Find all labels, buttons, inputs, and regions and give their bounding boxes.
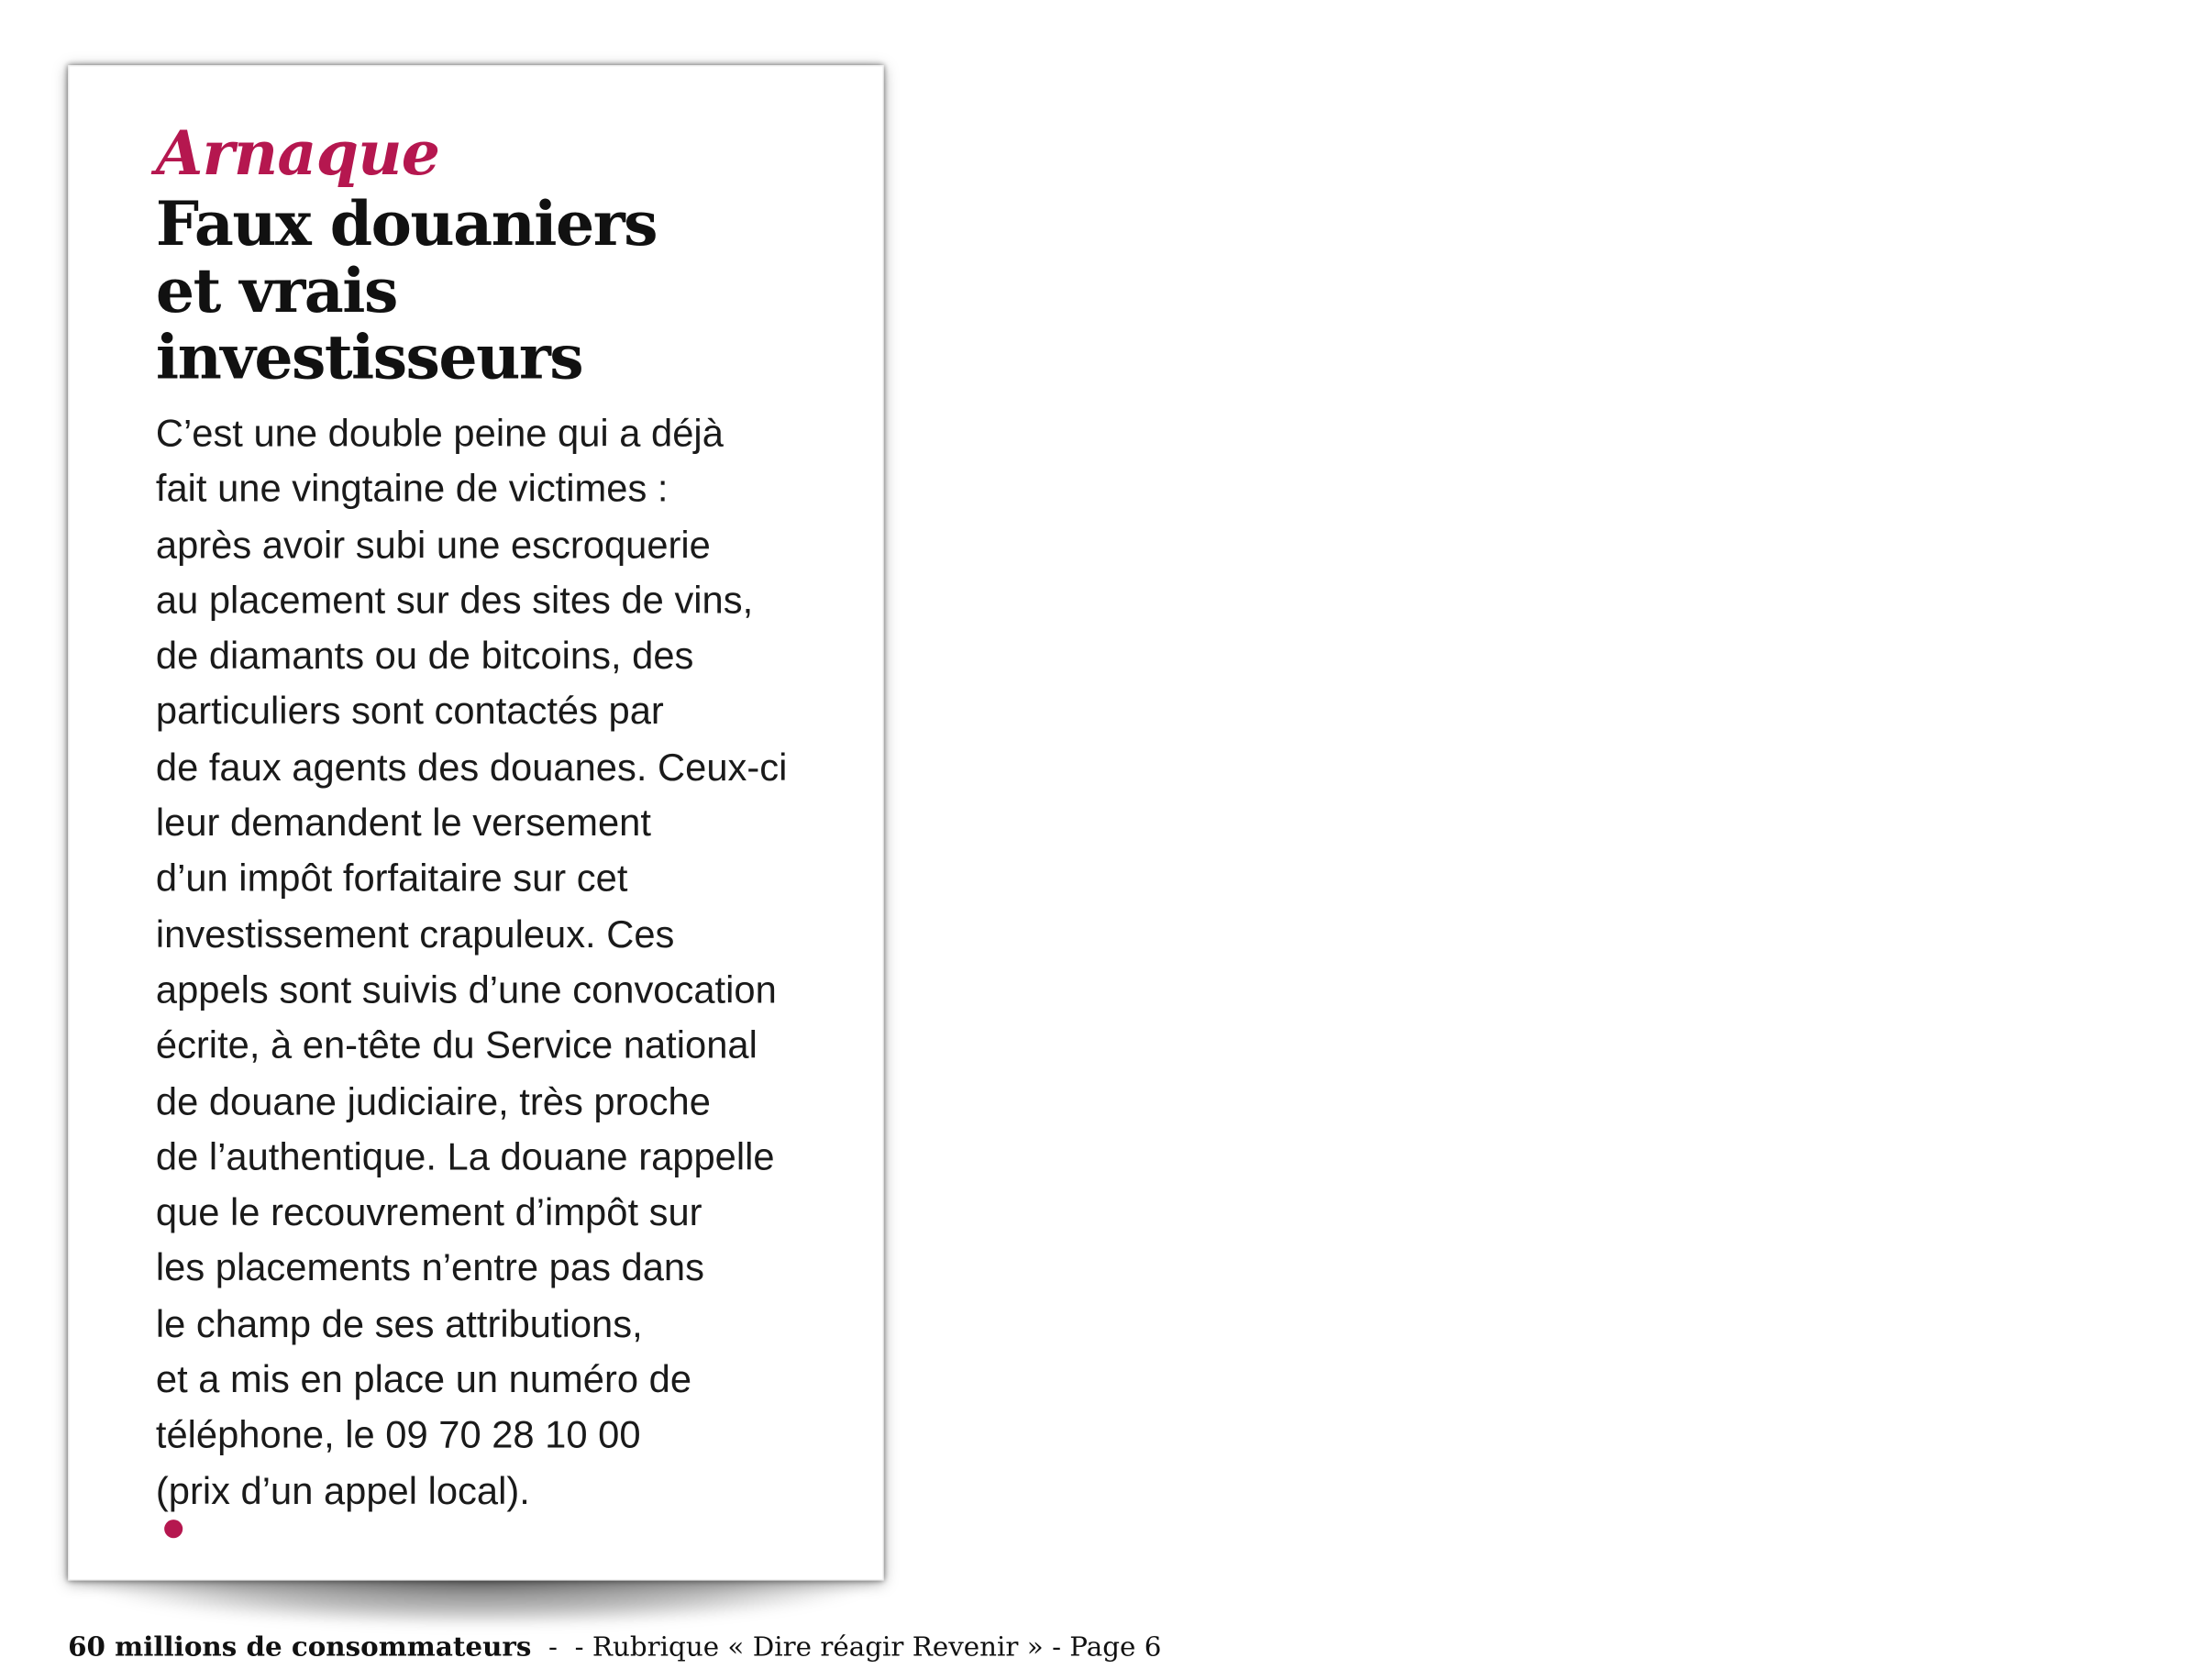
- body-line: de faux agents des douanes. Ceux-ci: [155, 746, 788, 789]
- body-line: au placement sur des sites de vins,: [155, 579, 754, 622]
- body-line-last: [156, 1464, 864, 1538]
- body-line: C’est une double peine qui a déjà: [155, 412, 724, 455]
- body-line: investissement crapuleux. Ces: [155, 912, 675, 956]
- article-content: [156, 119, 864, 1538]
- body-line: que le recouvrement d’impôt sur: [155, 1191, 702, 1234]
- body-line: téléphone, le 09 70 28 10 00: [155, 1413, 641, 1457]
- body-line: de diamants ou de bitcoins, des: [155, 635, 694, 678]
- body-line: écrite, à en-tête du Service national: [155, 1024, 758, 1067]
- page-footer: [68, 1631, 1161, 1663]
- body-line: les placements n’entre pas dans: [155, 1246, 704, 1290]
- body-line-text: (prix d’un appel local).: [155, 1469, 530, 1512]
- article-headline: [155, 189, 864, 394]
- body-line: particuliers sont contactés par: [155, 690, 664, 734]
- article-clipping: [68, 65, 884, 1581]
- body-line: leur demandent le versement: [155, 801, 651, 845]
- body-line: de douane judiciaire, très proche: [155, 1079, 711, 1123]
- footer-publication: 60 millions de consommateurs: [68, 1631, 532, 1663]
- headline-line: investisseurs: [155, 323, 583, 394]
- body-line: appels sont suivis d’une convocation: [155, 968, 777, 1011]
- headline-line: et vrais: [155, 256, 397, 327]
- body-line: fait une vingtaine de victimes :: [155, 468, 669, 511]
- article-body: [156, 406, 864, 1538]
- footer-section-info: - - Rubrique « Dire réagir Revenir » - Page 6: [531, 1631, 1162, 1663]
- article-kicker: Arnaque: [155, 118, 440, 190]
- end-mark-dot-icon: [164, 1520, 182, 1538]
- body-line: après avoir subi une escroquerie: [155, 523, 711, 567]
- body-line: d’un impôt forfaitaire sur cet: [155, 857, 628, 901]
- body-line: de l’authentique. La douane rappelle: [155, 1135, 775, 1178]
- body-line: le champ de ses attributions,: [155, 1302, 643, 1345]
- body-line: et a mis en place un numéro de: [155, 1358, 692, 1401]
- headline-line: Faux douaniers: [155, 189, 657, 261]
